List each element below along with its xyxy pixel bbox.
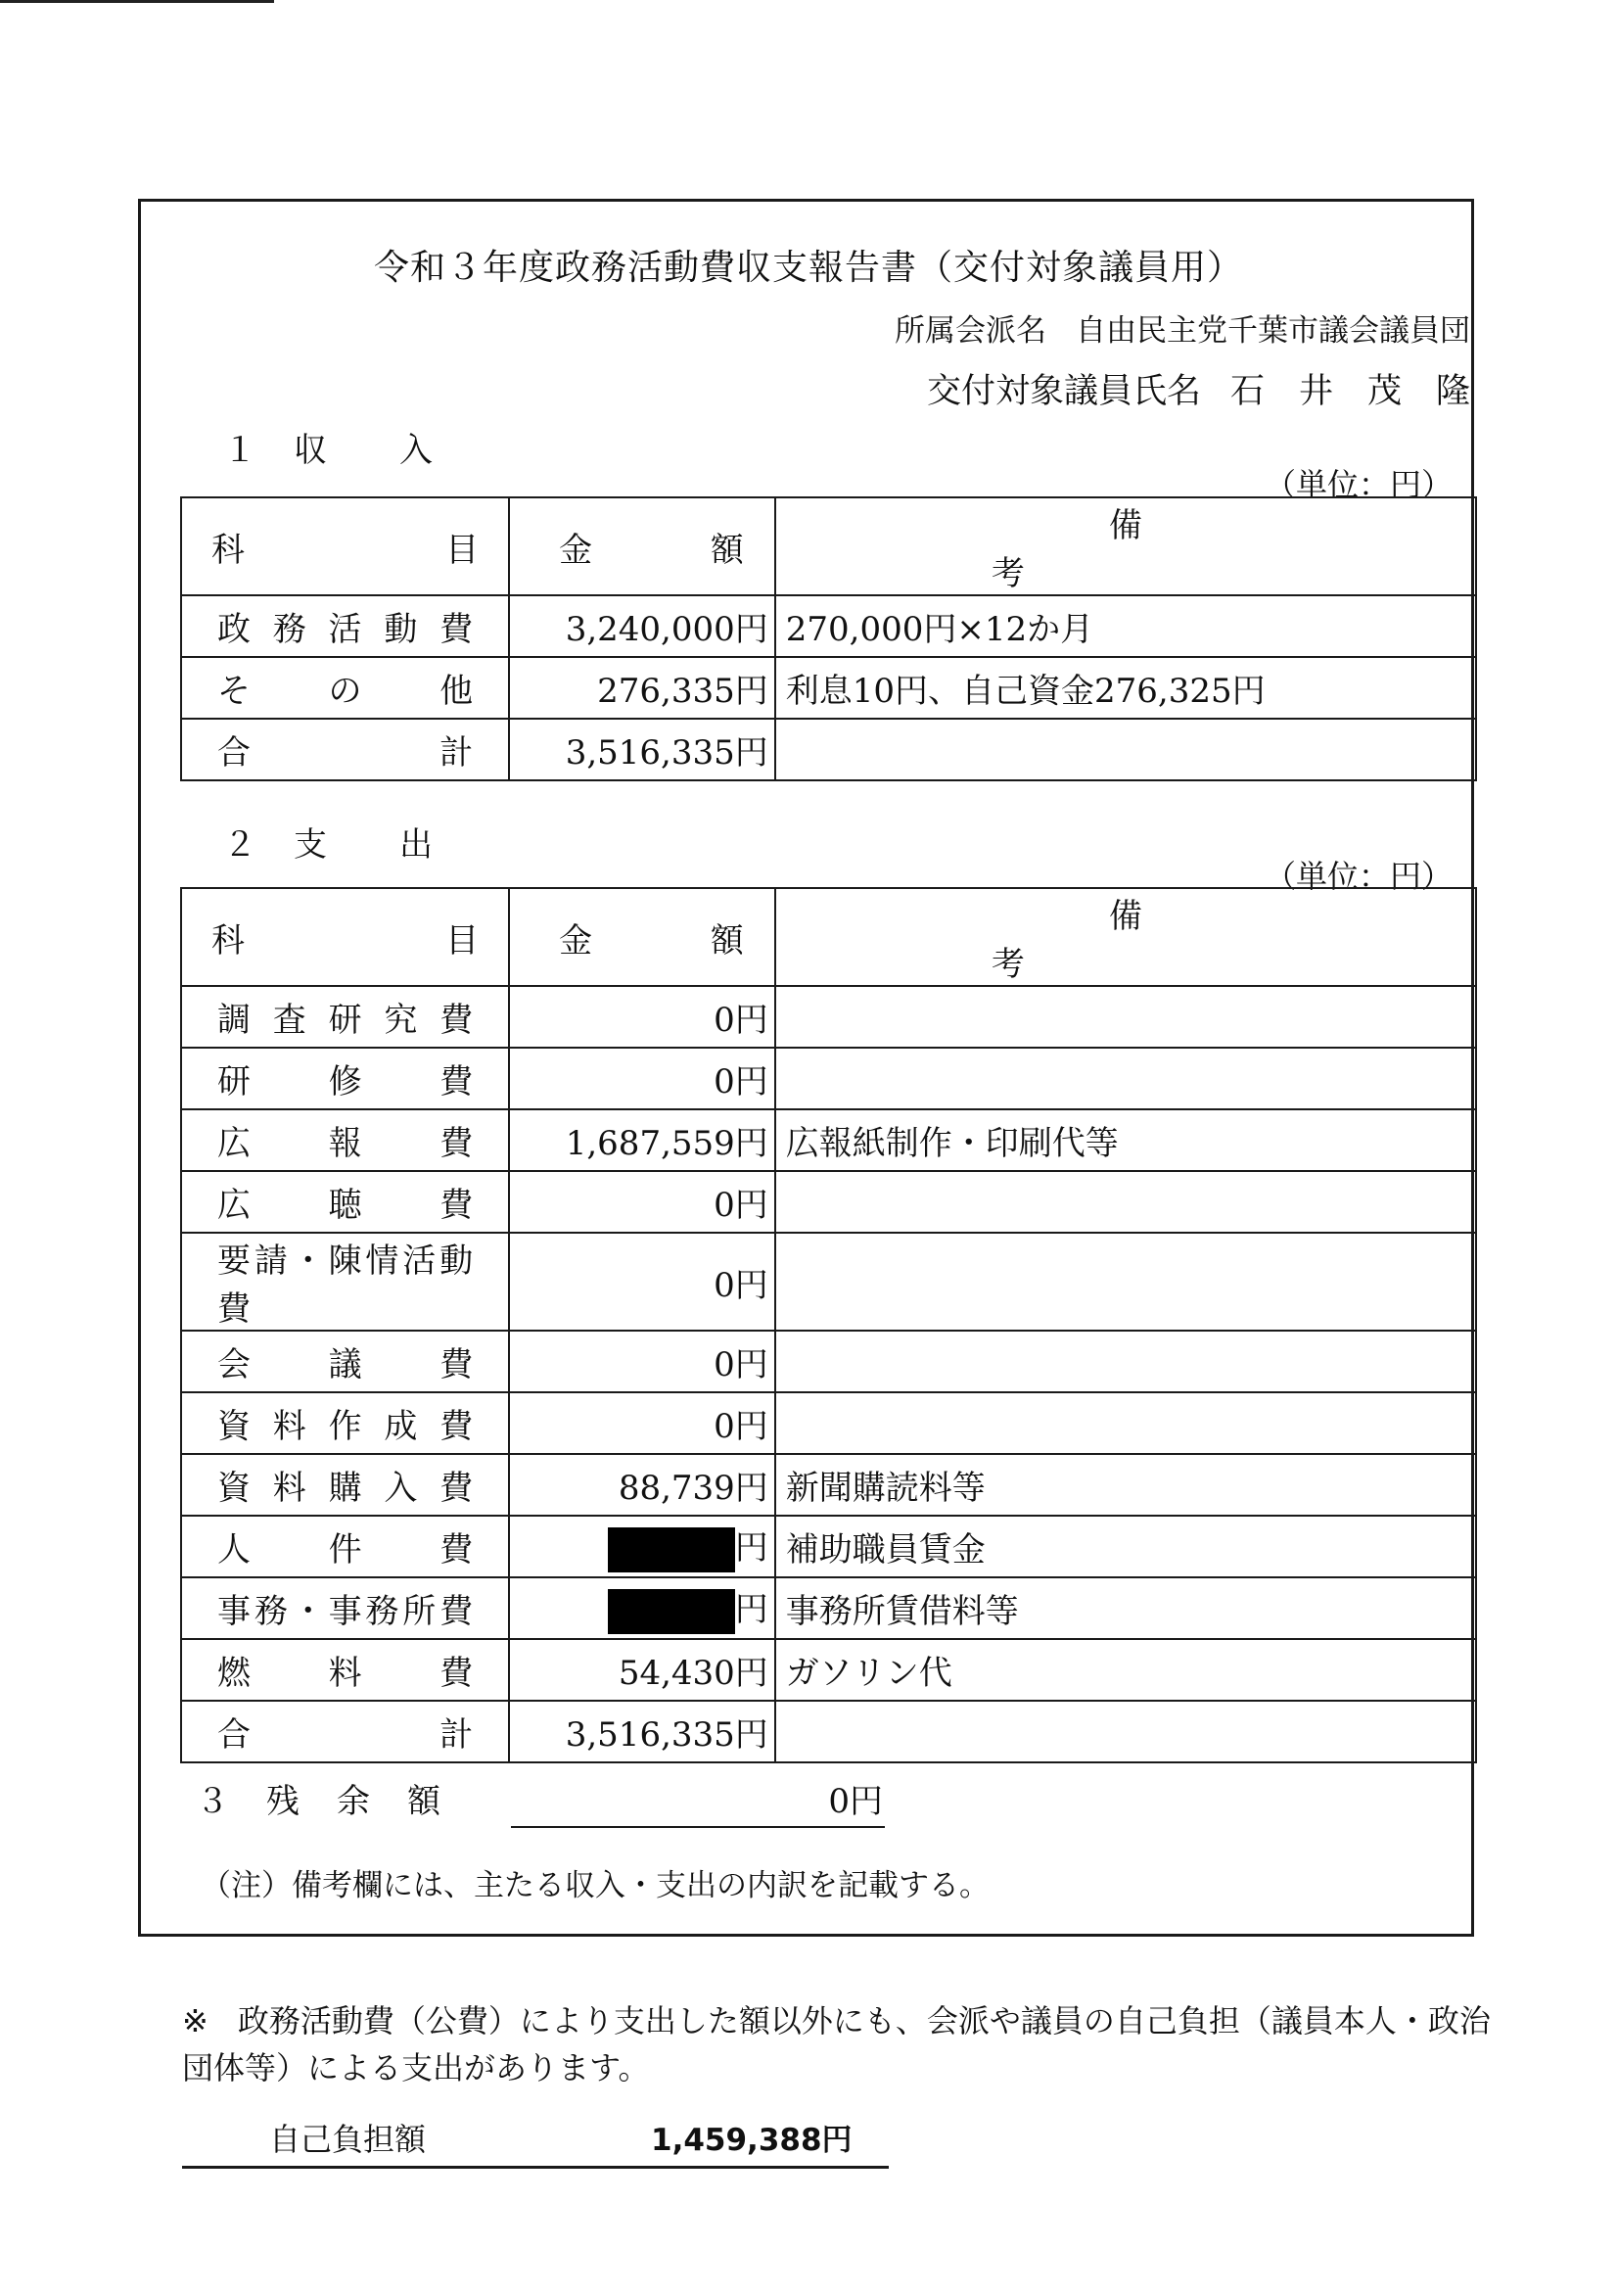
member-value: 石 井 茂 隆: [1229, 372, 1470, 411]
table-row: [181, 1639, 1476, 1701]
expense-table: [180, 887, 1477, 1763]
row-amount: 276,335円: [597, 672, 768, 711]
row-amount-cell: [509, 1577, 775, 1639]
row-remarks: [775, 719, 1476, 780]
row-item: 広報費: [217, 1124, 474, 1163]
row-amount: 88,739円: [618, 1469, 768, 1508]
row-remarks: 利息10円、自己資金276,325円: [775, 657, 1476, 719]
table-row: [181, 657, 1476, 719]
row-remarks: 広報紙制作・印刷代等: [775, 1109, 1476, 1171]
row-item: 合計: [217, 733, 474, 773]
row-amount: 3,240,000円: [565, 610, 768, 649]
member-line: [927, 364, 1470, 413]
row-item: 人件費: [217, 1530, 474, 1570]
row-amount-cell: [509, 1392, 775, 1454]
row-amount: 3,516,335円: [565, 1715, 768, 1755]
balance-value: 0円: [828, 1782, 883, 1821]
row-item: 燃料費: [217, 1654, 474, 1693]
table-row: [181, 719, 1476, 780]
faction-line: [895, 305, 1470, 350]
table-row: [181, 1516, 1476, 1577]
row-item: 会議費: [217, 1345, 474, 1384]
row-remarks: [775, 1392, 1476, 1454]
footnote-mark: ※: [182, 2002, 208, 2039]
table-row: [181, 1233, 1476, 1331]
row-item: その他: [217, 672, 474, 711]
row-amount-cell: [509, 1109, 775, 1171]
row-amount: 0円: [714, 1407, 768, 1446]
balance-underline: [511, 1826, 885, 1828]
table-row: [181, 1577, 1476, 1639]
row-amount-cell: [509, 1454, 775, 1516]
row-item: 事務・事務所費: [217, 1592, 474, 1631]
self-burden-label: 自己負担額: [269, 2121, 427, 2158]
expense-header-row: [181, 888, 1476, 986]
faction-value: 自由民主党千葉市議会議員団: [1076, 313, 1470, 349]
table-row: [181, 1331, 1476, 1392]
row-amount: 1,687,559円: [565, 1124, 768, 1163]
document-title: 令和３年度政務活動費収支報告書（交付対象議員用）: [373, 248, 1243, 288]
row-remarks: [775, 1171, 1476, 1233]
row-amount-cell: [509, 657, 775, 719]
member-label: 交付対象議員氏名: [926, 372, 1201, 411]
income-header-row: [181, 497, 1476, 595]
row-remarks: [775, 986, 1476, 1048]
row-amount-cell: [509, 1233, 775, 1331]
table-row: [181, 1171, 1476, 1233]
row-amount: 0円: [714, 1186, 768, 1225]
row-amount: 円: [734, 1590, 768, 1629]
header-item: 科 目: [181, 888, 509, 986]
row-remarks: 270,000円×12か月: [775, 595, 1476, 657]
table-row: [181, 595, 1476, 657]
row-remarks: 新聞購読料等: [775, 1454, 1476, 1516]
row-amount-cell: [509, 1701, 775, 1762]
row-amount-cell: [509, 1639, 775, 1701]
table-row: [181, 986, 1476, 1048]
row-amount: 0円: [714, 1265, 768, 1305]
expense-heading: ２ 支 出: [223, 825, 435, 865]
row-item: 政務活動費: [217, 610, 474, 649]
income-table: [180, 496, 1477, 781]
row-remarks: [775, 1233, 1476, 1331]
expense-unit: （単位：円）: [1264, 858, 1453, 895]
row-amount-cell: [509, 1171, 775, 1233]
row-amount-cell: [509, 986, 775, 1048]
remarks-note: （注）備考欄には、主たる収入・支出の内訳を記載する。: [201, 1868, 990, 1903]
redaction-block: [608, 1527, 735, 1572]
self-burden-underline: [182, 2166, 889, 2169]
row-remarks: 補助職員賃金: [775, 1516, 1476, 1577]
table-row: [181, 1454, 1476, 1516]
header-item: 科 目: [181, 497, 509, 595]
header-amount: 金 額: [509, 497, 775, 595]
header-remarks: 備考: [775, 888, 1476, 986]
top-edge-line: [0, 0, 274, 3]
row-item: 要請・陳情活動費: [217, 1242, 474, 1329]
row-amount-cell: [509, 595, 775, 657]
income-heading: １ 収 入: [223, 431, 435, 470]
row-amount: 54,430円: [618, 1654, 768, 1693]
row-amount: 円: [734, 1528, 768, 1568]
income-unit: （単位：円）: [1264, 466, 1453, 503]
row-remarks: [775, 1048, 1476, 1109]
row-remarks: [775, 1331, 1476, 1392]
faction-label: 所属会派名: [895, 313, 1046, 349]
row-amount-cell: [509, 1516, 775, 1577]
row-amount: 3,516,335円: [565, 733, 768, 773]
table-row: [181, 1392, 1476, 1454]
table-row: [181, 1701, 1476, 1762]
self-burden-value: 1,459,388円: [651, 2123, 853, 2158]
row-remarks: 事務所賃借料等: [775, 1577, 1476, 1639]
balance-label: ３ 残 余 額: [196, 1782, 442, 1821]
table-row: [181, 1109, 1476, 1171]
row-item: 資料購入費: [217, 1469, 474, 1508]
row-item: 研修費: [217, 1062, 474, 1101]
row-item: 合計: [217, 1715, 474, 1755]
row-amount-cell: [509, 719, 775, 780]
row-amount: 0円: [714, 1001, 768, 1040]
redaction-block: [608, 1589, 735, 1634]
row-amount: 0円: [714, 1062, 768, 1101]
row-remarks: ガソリン代: [775, 1639, 1476, 1701]
header-amount: 金 額: [509, 888, 775, 986]
footnote-text: 政務活動費（公費）により支出した額以外にも、会派や議員の自己負担（議員本人・政治団体等）による支出があります。: [182, 2002, 1491, 2086]
row-item: 資料作成費: [217, 1407, 474, 1446]
header-remarks: 備考: [775, 497, 1476, 595]
footnote: [182, 1997, 1494, 2091]
row-item: 調査研究費: [217, 1001, 474, 1040]
row-remarks: [775, 1701, 1476, 1762]
row-amount-cell: [509, 1048, 775, 1109]
row-amount: 0円: [714, 1345, 768, 1384]
table-row: [181, 1048, 1476, 1109]
row-item: 広聴費: [217, 1186, 474, 1225]
row-amount-cell: [509, 1331, 775, 1392]
